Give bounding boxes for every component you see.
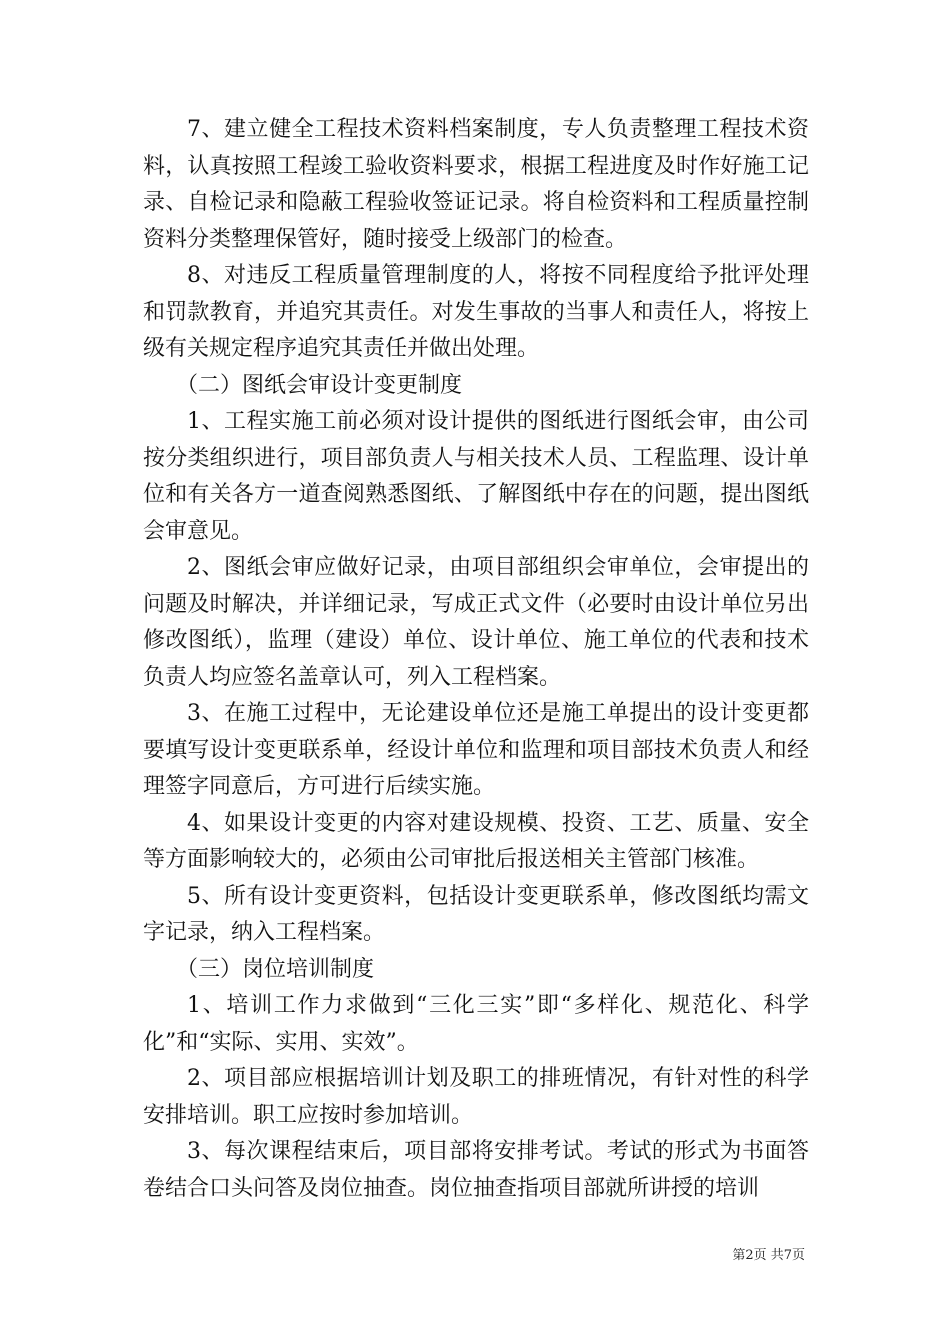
paragraph-2-3: 3、在施工过程中，无论建设单位还是施工单提出的设计变更都要填写设计变更联系单，经设计单位和监理和项目部技术负责人和经理签字同意后，方可进行后续实施。 [143, 701, 809, 799]
section-heading-3: （三）岗位培训制度 [176, 956, 375, 982]
paragraph-3-1: 1、培训工作力求做到“三化三实”即“多样化、规范化、科学化”和“实际、实用、实效”。 [143, 993, 809, 1055]
section-heading-2: （二）图纸会审设计变更制度 [176, 372, 463, 398]
paragraph-7: 7、建立健全工程技术资料档案制度，专人负责整理工程技术资料，认真按照工程竣工验收资料要求，根据工程进度及时作好施工记录、自检记录和隐蔽工程验收签证记录。将自检资料和工程质量控制资料分类整理保管好，随时接受上级部门的检查。 [143, 117, 809, 252]
paragraph-2-2: 2、图纸会审应做好记录，由项目部组织会审单位，会审提出的问题及时解决，并详细记录，写成正式文件（必要时由设计单位另出修改图纸），监理（建设）单位、设计单位、施工单位的代表和技术负责人均应签名盖章认可，列入工程档案。 [143, 555, 809, 690]
paragraph-2-4: 4、如果设计变更的内容对建设规模、投资、工艺、质量、安全等方面影响较大的，必须由公司审批后报送相关主管部门核准。 [143, 810, 809, 872]
document-body [143, 112, 809, 1207]
page-number-footer: 第2页 共7页 [732, 1248, 805, 1263]
paragraph-3-2: 2、项目部应根据培训计划及职工的排班情况，有针对性的科学安排培训。职工应按时参加培训。 [143, 1066, 809, 1128]
paragraph-8: 8、对违反工程质量管理制度的人，将按不同程度给予批评处理和罚款教育，并追究其责任。对发生事故的当事人和责任人，将按上级有关规定程序追究其责任并做出处理。 [143, 263, 809, 361]
paragraph-2-5: 5、所有设计变更资料，包括设计变更联系单，修改图纸均需文字记录，纳入工程档案。 [143, 883, 809, 945]
paragraph-3-3: 3、每次课程结束后，项目部将安排考试。考试的形式为书面答卷结合口头问答及岗位抽查。岗位抽查指项目部就所讲授的培训 [143, 1139, 809, 1201]
paragraph-2-1: 1、工程实施工前必须对设计提供的图纸进行图纸会审，由公司按分类组织进行，项目部负责人与相关技术人员、工程监理、设计单位和有关各方一道查阅熟悉图纸、了解图纸中存在的问题，提出图纸会审意见。 [143, 409, 809, 544]
